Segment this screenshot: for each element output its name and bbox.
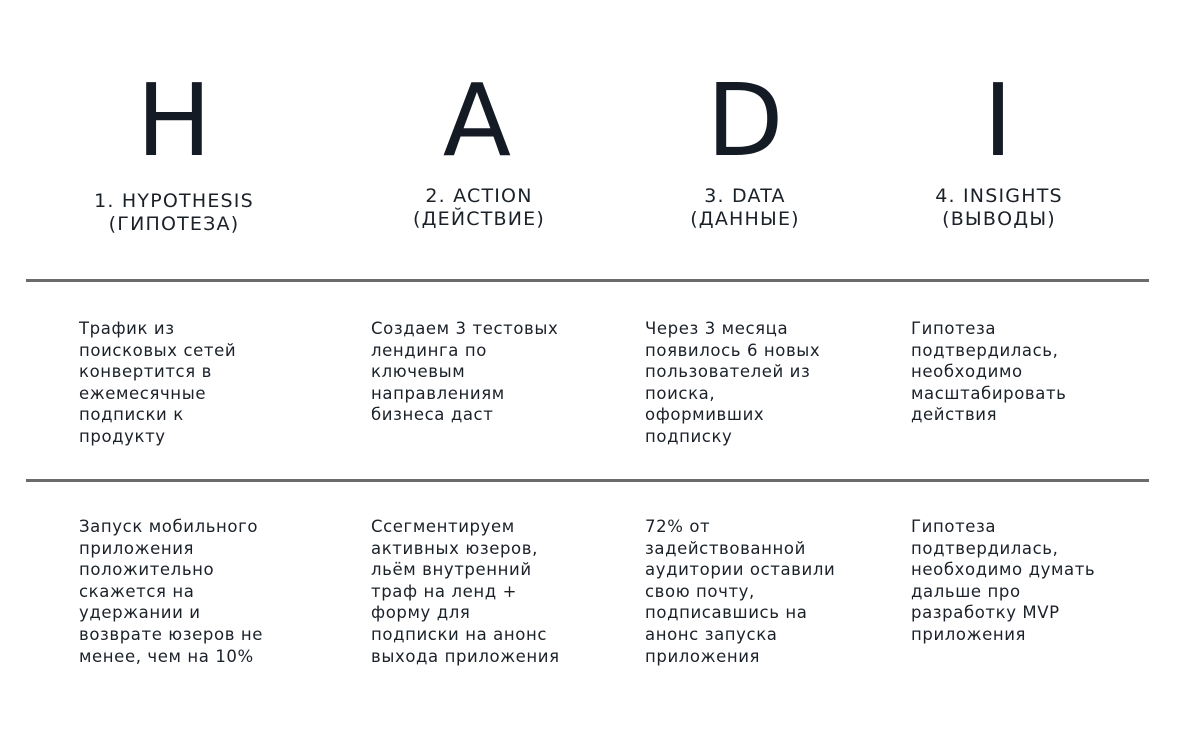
heading-insights (935, 185, 1063, 231)
cell-line: 72% от (645, 517, 711, 536)
heading-hypothesis-line1: 1. HYPOTHESIS (94, 190, 254, 212)
heading-hypothesis-line2: (ГИПОТЕЗА) (108, 213, 240, 235)
cell-line: Запуск мобильного (79, 517, 259, 536)
divider-top (26, 279, 1149, 282)
heading-data-line1: 3. DATA (704, 185, 786, 207)
heading-insights-line2: (ВЫВОДЫ) (942, 208, 1056, 230)
cell-line: подтвердилась, (911, 538, 1059, 558)
cell-line: лендинга по (371, 340, 487, 360)
cell-line: задействованной (645, 538, 806, 558)
cell-line: масштабировать (911, 383, 1067, 403)
heading-action-line1: 2. ACTION (425, 185, 533, 207)
cell-line: оформивших (645, 405, 765, 425)
cell-line: поисковых сетей (79, 340, 237, 360)
cell-line: бизнеса даст (371, 405, 494, 425)
letter-a: A (442, 62, 512, 179)
row2-hypothesis-cell (79, 516, 263, 667)
heading-data (690, 185, 800, 231)
cell-line: Ссегментируем (371, 517, 515, 536)
cell-line: Гипотеза (911, 319, 997, 338)
cell-line: действия (911, 405, 998, 425)
row1-insights-cell (911, 318, 1067, 426)
cell-line: выхода приложения (371, 646, 560, 666)
row2-action-cell (371, 516, 560, 667)
divider-middle (26, 479, 1149, 482)
cell-line: необходимо думать (911, 560, 1096, 580)
row2-data-cell (645, 516, 835, 667)
cell-line: льём внутренний (371, 560, 532, 580)
cell-line: конвертится в (79, 362, 212, 382)
cell-line: приложения (79, 538, 195, 558)
cell-line: разработку MVP (911, 603, 1060, 623)
cell-line: необходимо (911, 362, 1023, 382)
cell-line: ключевым (371, 362, 466, 382)
cell-line: подписавшись на (645, 603, 808, 623)
cell-line: приложения (645, 646, 761, 666)
row2-insights-cell (911, 516, 1095, 646)
cell-line: дальше про (911, 581, 1021, 601)
cell-line: ежемесячные (79, 383, 207, 403)
heading-action (413, 185, 545, 231)
row1-data-cell (645, 318, 820, 448)
cell-line: активных юзеров, (371, 538, 538, 558)
cell-line: менее, чем на 10% (79, 646, 254, 666)
letter-h: H (136, 62, 212, 179)
cell-line: аудитории оставили (645, 560, 836, 580)
cell-line: Трафик из (79, 319, 175, 338)
heading-data-line2: (ДАННЫЕ) (690, 208, 800, 230)
cell-line: подтвердилась, (911, 340, 1059, 360)
cell-line: подписку (645, 426, 733, 446)
cell-line: траф на ленд + (371, 581, 518, 601)
heading-insights-line1: 4. INSIGHTS (935, 185, 1063, 207)
cell-line: скажется на (79, 581, 195, 601)
cell-line: пользователей из (645, 362, 811, 382)
cell-line: Через 3 месяца (645, 319, 789, 338)
cell-line: свою почту, (645, 581, 755, 601)
cell-line: приложения (911, 624, 1027, 644)
heading-action-line2: (ДЕЙСТВИЕ) (412, 208, 546, 230)
cell-line: продукту (79, 426, 166, 446)
cell-line: Создаем 3 тестовых (371, 319, 559, 338)
cell-line: подписки на анонс (371, 624, 548, 644)
cell-line: подписки к (79, 405, 184, 425)
cell-line: появилось 6 новых (645, 340, 821, 360)
letter-d: D (706, 62, 784, 179)
cell-line: удержании и (79, 603, 201, 623)
cell-line: анонс запуска (645, 624, 778, 644)
row1-hypothesis-cell (79, 318, 236, 448)
cell-line: положительно (79, 560, 215, 580)
letter-i: I (983, 62, 1013, 179)
cell-line: возврате юзеров не (79, 624, 264, 644)
row1-action-cell (371, 318, 558, 426)
heading-hypothesis (94, 190, 254, 236)
cell-line: Гипотеза (911, 517, 997, 536)
cell-line: форму для (371, 603, 471, 623)
cell-line: направлениям (371, 383, 505, 403)
cell-line: поиска, (645, 383, 716, 403)
